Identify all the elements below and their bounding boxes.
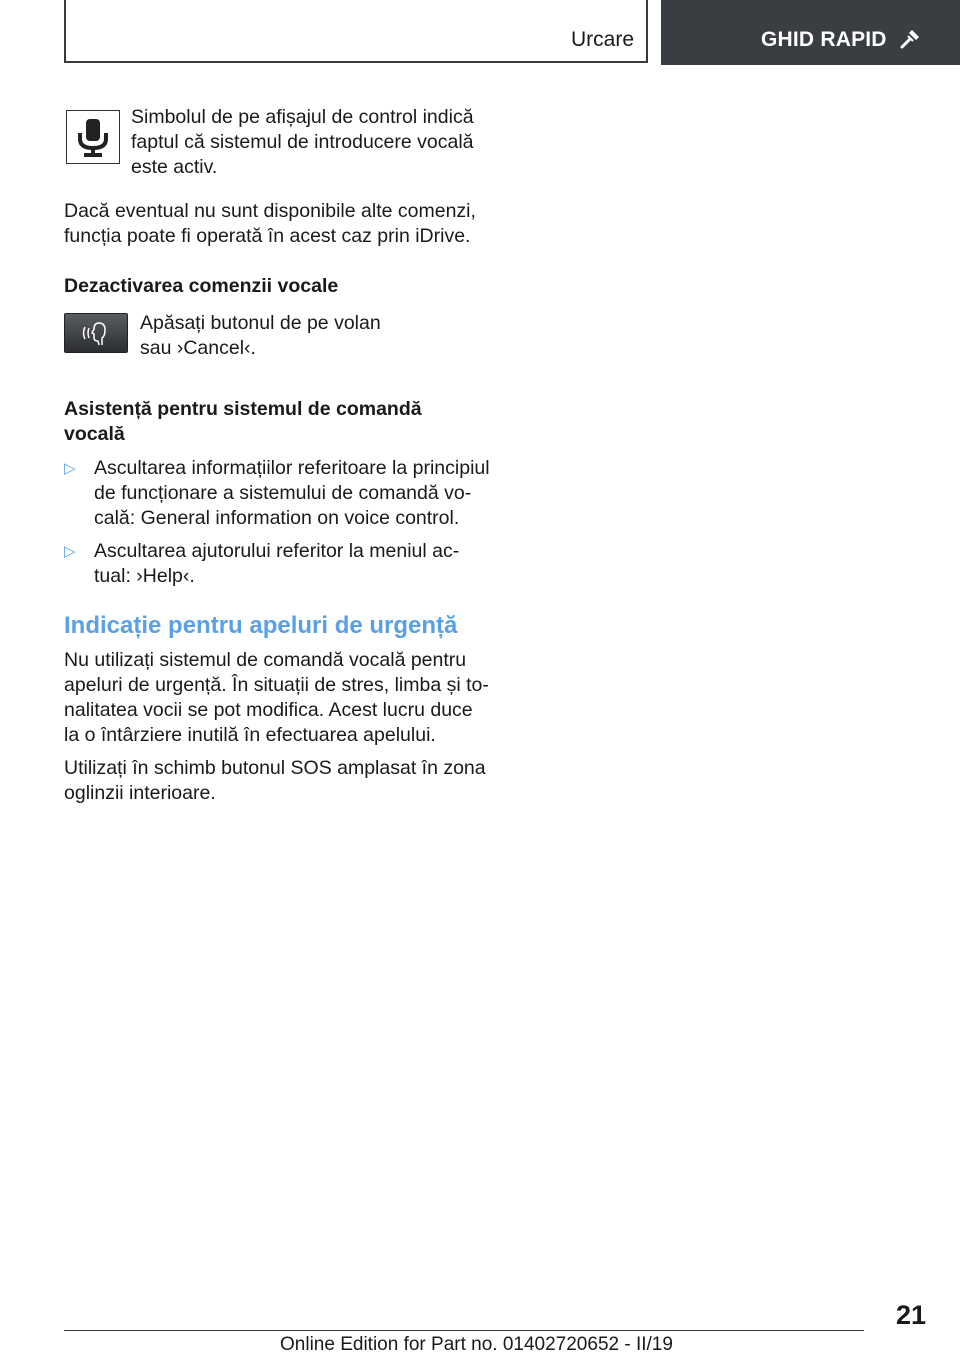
bullet-marker-2: ▷: [64, 543, 76, 560]
bullet-marker-1: ▷: [64, 460, 76, 477]
header-section-box: [64, 0, 648, 63]
quick-guide-label: GHID RAPID: [761, 28, 887, 51]
paragraph-idrive-1: Dacă eventual nu sunt disponibile alte comenzi,: [64, 200, 476, 222]
wrench-icon: [899, 28, 921, 50]
paragraph-emergency-4: la o întârziere inutilă în efectuarea apelului.: [64, 724, 436, 746]
paragraph-idrive-2: funcția poate fi operată în acest caz prin iDrive.: [64, 225, 471, 247]
heading-deactivate: Dezactivarea comenzii vocale: [64, 275, 339, 297]
mic-text-line-1: Simbolul de pe afișajul de control indică: [131, 106, 474, 128]
header-section-title: Urcare: [570, 28, 634, 51]
quick-guide-badge[interactable]: [661, 0, 960, 65]
mic-text-line-3: este activ.: [131, 156, 218, 178]
paragraph-sos-2: oglinzii interioare.: [64, 782, 216, 804]
bullet-1-line-3: cală: General information on voice control.: [94, 507, 460, 529]
page-number: 21: [895, 1300, 926, 1330]
microphone-symbol-box: [66, 110, 120, 164]
paragraph-sos-1: Utilizați în schimb butonul SOS amplasat în zona: [64, 757, 486, 779]
heading-assist-2: vocală: [64, 423, 125, 445]
bullet-2-line-2: tual: ›Help‹.: [94, 565, 195, 587]
steering-voice-button-image: [64, 313, 128, 353]
button-text-line-2: sau ›Cancel‹.: [140, 337, 256, 359]
mic-text-line-2: faptul că sistemul de introducere vocală: [131, 131, 474, 153]
bullet-2-line-1: Ascultarea ajutorului referitor la meniul ac-: [94, 540, 460, 562]
paragraph-emergency-1: Nu utilizați sistemul de comandă vocală pentru: [64, 649, 467, 671]
section-title-emergency: Indicație pentru apeluri de urgență: [64, 612, 458, 639]
paragraph-emergency-3: nalitatea vocii se pot modifica. Acest lucru duce: [64, 699, 473, 721]
footer-edition: Online Edition for Part no. 01402720652 - II/19: [280, 1334, 673, 1355]
button-text-line-1: Apăsați butonul de pe volan: [140, 312, 381, 334]
bullet-1-line-1: Ascultarea informațiilor referitoare la principiul: [94, 457, 490, 479]
bullet-1-line-2: de funcționare a sistemului de comandă vo-: [94, 482, 472, 504]
voice-button-icon: [65, 314, 127, 352]
bullet-item-2: [64, 539, 494, 589]
footer-divider: [64, 1330, 864, 1331]
heading-assist-1: Asistență pentru sistemul de comandă: [64, 398, 422, 420]
bullet-item-1: [64, 456, 494, 531]
microphone-icon: [75, 115, 111, 159]
paragraph-emergency-2: apeluri de urgență. În situații de stres, limba și to-: [64, 674, 489, 696]
